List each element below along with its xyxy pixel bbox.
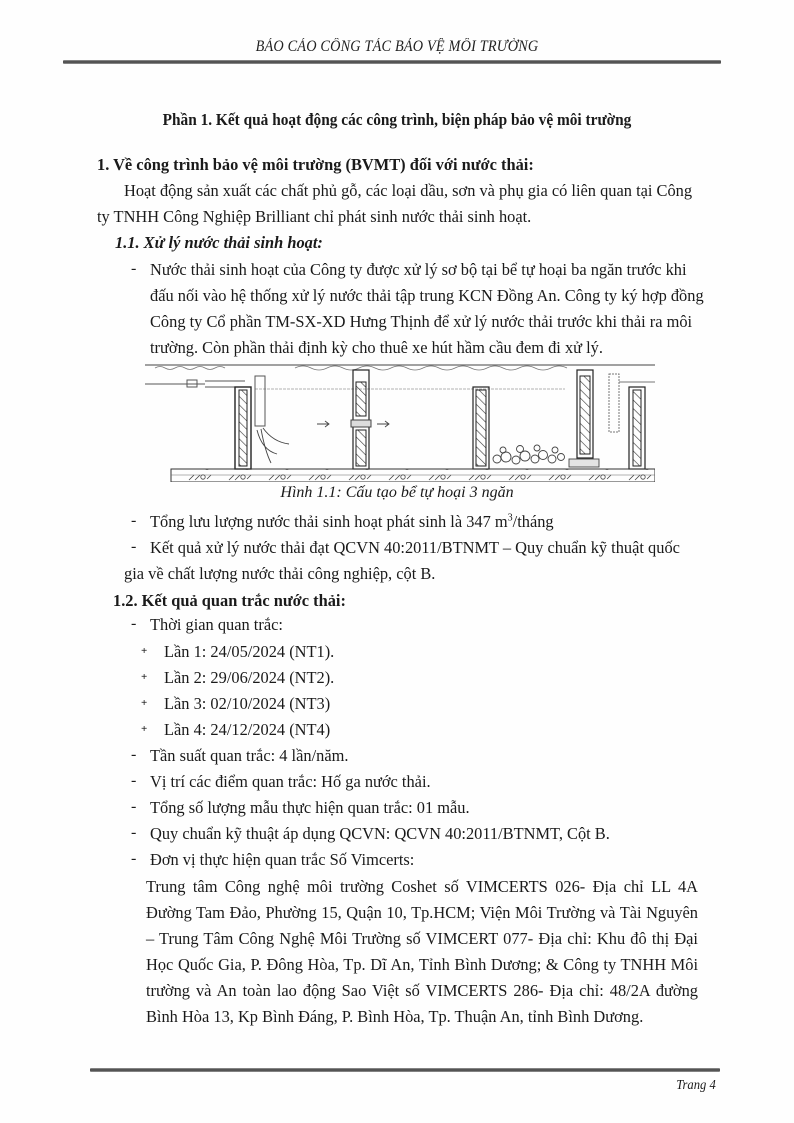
wastewater-desc-line1: Nước thải sinh hoạt của Công ty được xử lý sơ bộ tại bể tự hoại ba ngăn trước khi (150, 260, 687, 279)
monitoring-unit-label: Đơn vị thực hiện quan trắc Số Vimcerts: (150, 850, 415, 869)
page-number: Trang 4 (676, 1078, 716, 1093)
section1-intro-line1: Hoạt động sản xuất các chất phủ gỗ, các loại dầu, sơn và phụ gia có liên quan tại Công (124, 181, 693, 200)
monitoring-time-label: Thời gian quan trắc: (150, 615, 283, 634)
footer-rule (90, 1068, 720, 1072)
section1-1-heading: 1.1. Xử lý nước thải sinh hoạt: (115, 233, 323, 252)
monitoring-unit-line5: trường và An toàn lao động Sao Việt số VIMCERTS 286- Địa chỉ: 48/2A đường (146, 981, 698, 1000)
inlet-pipe (145, 380, 245, 387)
bullet-dash: - (131, 746, 137, 763)
treatment-result-line1: Kết quả xử lý nước thải đạt QCVN 40:2011/BTNMT – Quy chuẩn kỹ thuật quốc (150, 538, 680, 557)
header-rule (63, 60, 721, 64)
monitoring-unit-line6: Bình Hòa 13, Kp Bình Đáng, P. Bình Hòa, Tp. Thuận An, tỉnh Bình Dương. (146, 1007, 644, 1026)
bullet-plus: + (141, 671, 148, 683)
wastewater-flow (150, 509, 554, 535)
monitoring-frequency: Tần suất quan trắc: 4 lần/năm. (150, 746, 349, 765)
bullet-dash: - (131, 824, 137, 841)
part-title: Phần 1. Kết quả hoạt động các công trình, biện pháp bảo vệ môi trường (162, 110, 632, 129)
wastewater-desc-line2: đấu nối vào hệ thống xử lý nước thải tập trung KCN Đồng An. Công ty ký hợp đồng (150, 286, 704, 305)
septic-tank-diagram (145, 362, 655, 482)
monitoring-standard: Quy chuẩn kỹ thuật áp dụng QCVN: QCVN 40:2011/BTNMT, Cột B. (150, 824, 610, 843)
figure-caption: Hình 1.1: Cấu tạo bể tự hoại 3 ngăn (280, 484, 514, 501)
wastewater-desc-line3: Công ty Cổ phần TM-SX-XD Hưng Thịnh để xử lý nước thải trước khi thải ra môi (150, 312, 693, 331)
header-title: BÁO CÁO CÔNG TÁC BẢO VỆ MÔI TRƯỜNG (255, 38, 539, 55)
monitoring-unit-line1: Trung tâm Công nghệ môi trường Coshet số VIMCERTS 026- Địa chỉ LL 4A (146, 877, 698, 896)
section1-intro-line2: ty TNHH Công Nghiệp Brilliant chỉ phát sinh nước thải sinh hoạt. (97, 207, 532, 226)
monitoring-unit-line3: – Trung Tâm Công Nghệ Môi Trường số VIMCERT 077- Địa chỉ: Khu đô thị Đại (146, 929, 698, 948)
treatment-result-line2: gia về chất lượng nước thải công nghiệp, cột B. (124, 564, 436, 583)
flow-unit-suffix: /tháng (512, 512, 554, 531)
outlet-tee (609, 374, 655, 432)
bullet-dash: - (131, 512, 137, 529)
monitoring-samples: Tổng số lượng mẫu thực hiện quan trắc: 01 mẫu. (150, 798, 470, 817)
bullet-dash: - (131, 772, 137, 789)
monitoring-unit-line2: Đường Tam Đảo, Phường 15, Quận 10, Tp.HCM; Viện Môi Trường và Tài Nguyên (146, 903, 698, 922)
bullet-plus: + (141, 697, 148, 709)
wastewater-desc-line4: trường. Còn phần thải định kỳ cho thuê xe hút hầm cầu đem đi xử lý. (150, 338, 603, 357)
tank-walls (235, 370, 645, 469)
bullet-plus: + (141, 723, 148, 735)
bullet-dash: - (131, 538, 137, 555)
monitoring-session-3: Lần 3: 02/10/2024 (NT3) (164, 694, 331, 713)
section1-heading: 1. Về công trình bảo vệ môi trường (BVMT) đối với nước thải: (97, 155, 534, 174)
flow-text: Tổng lưu lượng nước thải sinh hoạt phát sinh là 347 m (150, 512, 508, 531)
bullet-dash: - (131, 260, 137, 277)
monitoring-session-4: Lần 4: 24/12/2024 (NT4) (164, 720, 331, 739)
monitoring-session-2: Lần 2: 29/06/2024 (NT2). (164, 668, 335, 687)
monitoring-session-1: Lần 1: 24/05/2024 (NT1). (164, 642, 335, 661)
section1-2-heading: 1.2. Kết quả quan trắc nước thải: (113, 591, 346, 610)
flow-unit-superscript: 3 (507, 512, 513, 524)
monitoring-location: Vị trí các điểm quan trắc: Hố ga nước thải. (150, 772, 431, 791)
bullet-dash: - (131, 850, 137, 867)
soil-top (145, 365, 655, 370)
bullet-dash: - (131, 615, 137, 632)
base-slab (171, 469, 655, 482)
monitoring-unit-line4: Học Quốc Gia, P. Đông Hòa, Tp. Dĩ An, Tỉnh Bình Dương; & Công ty TNHH Môi (146, 955, 698, 974)
bullet-plus: + (141, 645, 148, 657)
bullet-dash: - (131, 798, 137, 815)
